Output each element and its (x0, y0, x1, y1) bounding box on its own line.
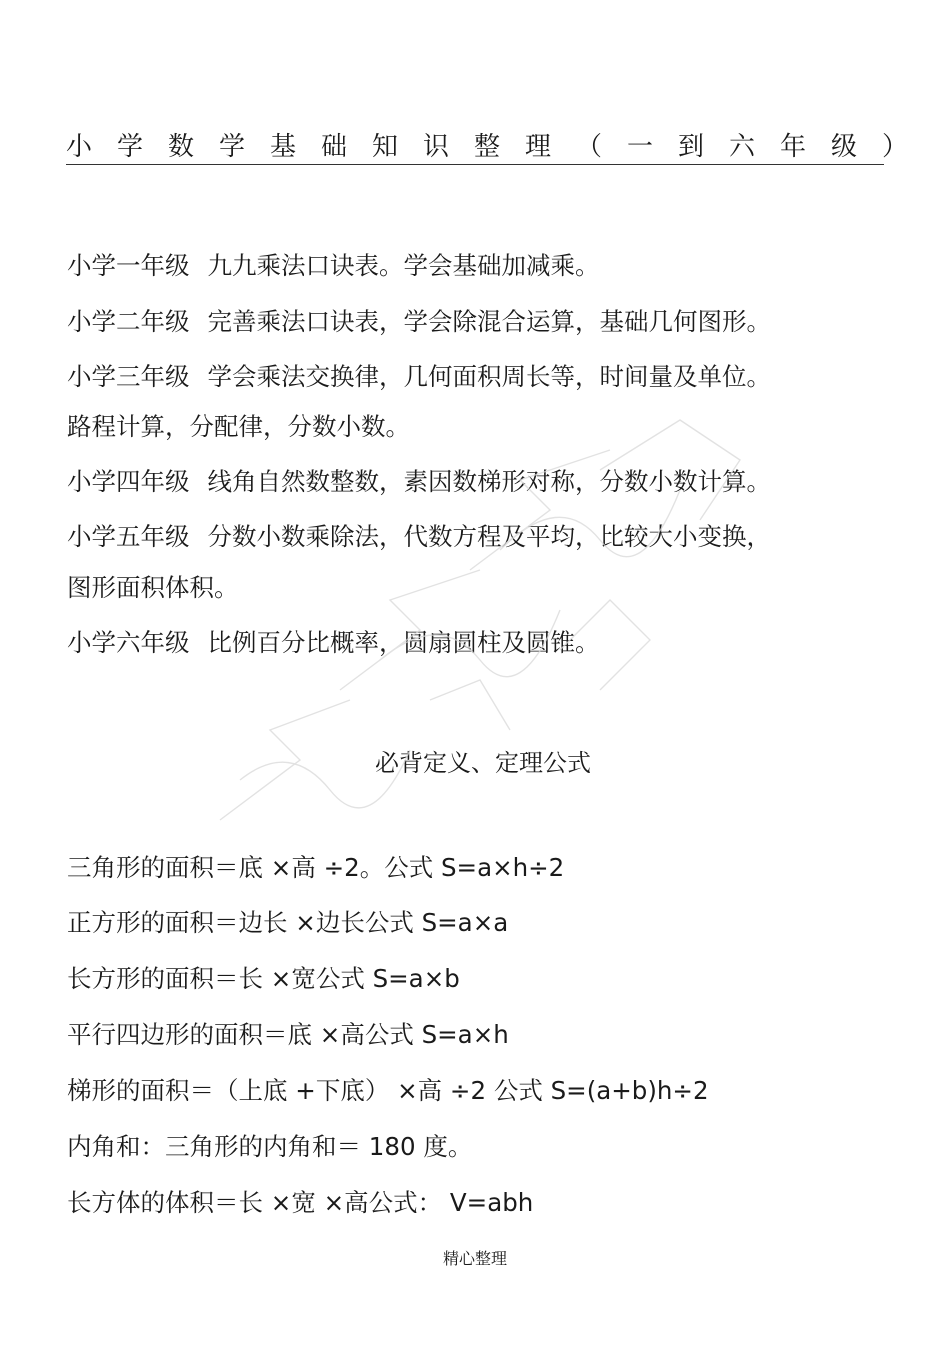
grade-1-label: 小学一年级 (67, 251, 190, 280)
section-title: 必背定义、定理公式 (375, 749, 591, 777)
grade-3-text: 学会乘法交换律，几何面积周长等，时间量及单位。 (207, 362, 771, 391)
formula-triangle-area: 三角形的面积＝底 ×高 ÷2。公式 S=a×h÷2 (67, 853, 565, 882)
title-underline (66, 164, 884, 165)
grade-4-line (67, 467, 771, 496)
grade-5-line (67, 522, 771, 551)
grade-2-line (67, 307, 771, 336)
grade-6-line (67, 628, 600, 657)
formula-square-area: 正方形的面积＝边长 ×边长公式 S=a×a (67, 908, 509, 937)
grade-6-label: 小学六年级 (67, 628, 190, 657)
grade-1-text: 九九乘法口诀表。学会基础加减乘。 (207, 251, 600, 280)
page-title: 小学数学基础知识整理（一到六年级） (66, 132, 934, 162)
grade-2-label: 小学二年级 (67, 307, 190, 336)
page-footer: 精心整理 (442, 1249, 507, 1268)
formula-parallelogram-area: 平行四边形的面积＝底 ×高公式 S=a×h (67, 1020, 509, 1049)
grade-2-text: 完善乘法口诀表，学会除混合运算，基础几何图形。 (207, 307, 771, 336)
grade-4-text: 线角自然数整数，素因数梯形对称，分数小数计算。 (207, 467, 771, 496)
grade-4-label: 小学四年级 (67, 467, 190, 496)
grade-3-label: 小学三年级 (67, 362, 190, 391)
formula-trapezoid-area: 梯形的面积＝（上底 +下底） ×高 ÷2 公式 S=(a+b)h÷2 (67, 1076, 709, 1105)
grade-5-label: 小学五年级 (67, 522, 190, 551)
grade-3-line (67, 362, 771, 391)
grade-3-continuation: 路程计算，分配律，分数小数。 (67, 412, 410, 441)
formula-triangle-angle-sum: 内角和：三角形的内角和＝ 180 度。 (67, 1132, 473, 1161)
grade-5-text: 分数小数乘除法，代数方程及平均，比较大小变换， (207, 522, 771, 551)
grade-1-line (67, 251, 600, 280)
grade-5-continuation: 图形面积体积。 (67, 573, 239, 602)
formula-cuboid-volume: 长方体的体积＝长 ×宽 ×高公式： V=abh (67, 1188, 534, 1217)
grade-6-text: 比例百分比概率，圆扇圆柱及圆锥。 (207, 628, 600, 657)
formula-rectangle-area: 长方形的面积＝长 ×宽公式 S=a×b (67, 964, 460, 993)
